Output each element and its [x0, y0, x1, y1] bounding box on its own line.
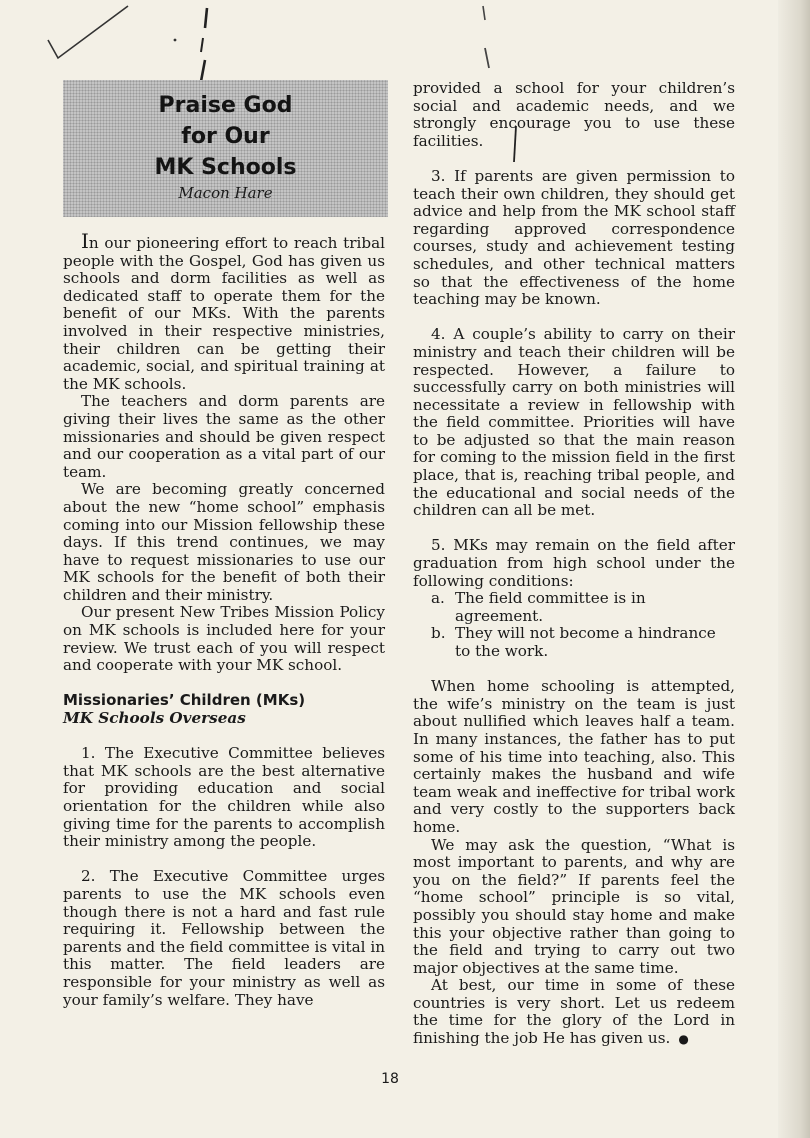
pen-dot — [174, 39, 177, 42]
check-mark — [48, 6, 128, 58]
article-title-box — [63, 80, 388, 217]
policy-item-3: 3. If parents are given permission to teach their own children, they should get advice and help from the MK school staff regarding approved correspondence courses, study and achievement testing schedules, and other technical matters so that the effectiveness of the home teaching may be known. — [413, 166, 735, 309]
pen-stroke-right-top — [483, 6, 485, 20]
body-paragraph: We are becoming greatly concerned about the new “home school” emphasis coming into our Mission fellowship these days. If this trend continues, we may have to request missionaries to use our MK schools for the benefit of both their children and their ministry. — [63, 480, 385, 604]
section-subheading: MK Schools Overseas — [63, 709, 246, 728]
policy-heading-block — [63, 692, 385, 727]
article-byline: Macon Hare — [178, 184, 273, 202]
right-column — [413, 80, 735, 1049]
left-column — [63, 229, 385, 1009]
end-mark: ● — [678, 1032, 689, 1047]
policy-item-5: 5. MKs may remain on the field after graduation from high school under the following conditions: — [413, 536, 735, 590]
closing-paragraph: When home schooling is attempted, the wife’s ministry on the team is just about nullified which leaves half a team. In many instances, the father has to put some of his time into teaching, also. This certainly makes the husband and wife team weak and ineffective for tribal work and very costly to the supporters back home. — [413, 677, 735, 836]
page-edge-shadow — [778, 0, 810, 1138]
page-number: 18 — [381, 1071, 399, 1087]
policy-item-1: 1. The Executive Committee believes that MK schools are the best alternative for providing education and social orientation for the children while also giving time for the parents to accomplish their ministry among the people. — [63, 744, 385, 851]
condition-text: The field committee is in agreement. — [455, 589, 646, 625]
closing-paragraph: We may ask the question, “What is most important to parents, and why are you on the field?” If parents feel the “home school” principle is so vital, possibly you should stay home and make this your objective rather than going to the field and trying to carry out two major objectives at the same time. — [413, 835, 735, 977]
pen-stroke-mid — [201, 38, 203, 52]
section-heading: Missionaries’ Children (MKs) — [63, 691, 306, 710]
conditions-list — [413, 590, 735, 660]
closing-paragraph-final — [413, 977, 735, 1048]
pen-stroke-top — [205, 8, 207, 28]
policy-item-2-start: 2. The Executive Committee urges parents to use the MK schools even though there is not a hard and fast rule requiring it. Fellowship between the parents and the field committee is vital in this matter. The field leaders are responsible for your ministry as well as your family’s welfare. They have — [63, 867, 385, 1009]
condition-text: They will not become a hindrance to the work. — [455, 624, 716, 660]
body-paragraph: The teachers and dorm parents are giving their lives the same as the other missionaries and should be given respect and our cooperation as a vital part of our team. — [63, 392, 385, 481]
condition-label: b. — [431, 624, 446, 643]
intro-paragraph — [63, 229, 385, 393]
article-title-line-1: Praise God — [158, 93, 293, 118]
policy-item-2-end: provided a school for your children’s social and academic needs, and we strongly encourage you to use these facilities. — [413, 79, 735, 150]
policy-item-4: 4. A couple’s ability to carry on their ministry and teach their children will be respected. However, a failure to successfully carry on both ministries will necessitate a review in fellowship with the field committee. Priorities will have to be adjusted so that the main reason for coming to the mission field in the first place, that is, reaching tribal people, and the educational and social needs of the children can all be met. — [413, 325, 735, 520]
condition-item — [413, 590, 735, 625]
article-title-line-2: for Our — [181, 124, 270, 149]
pen-stroke-right-mid — [485, 48, 489, 68]
article-title-line-3: MK Schools — [154, 155, 297, 180]
body-paragraph: Our present New Tribes Mission Policy on MK schools is included here for your review. We trust each of you will respect and cooperate with your MK school. — [63, 603, 385, 675]
condition-item — [413, 625, 735, 660]
intro-text: n our pioneering effort to reach tribal people with the Gospel, God has given us schools and dorm facilities as well as dedicated staff to operate them for the benefit of our MKs. With the parents involved in their respective ministries, their children can be getting their academic, social, and spiritual training at the MK schools. — [63, 234, 385, 393]
closing-text: At best, our time in some of these countries is very short. Let us redeem the time for the glory of the Lord in finishing the job He has given us. — [413, 976, 735, 1048]
condition-label: a. — [431, 589, 445, 608]
intro-dropcap: I — [81, 229, 89, 253]
